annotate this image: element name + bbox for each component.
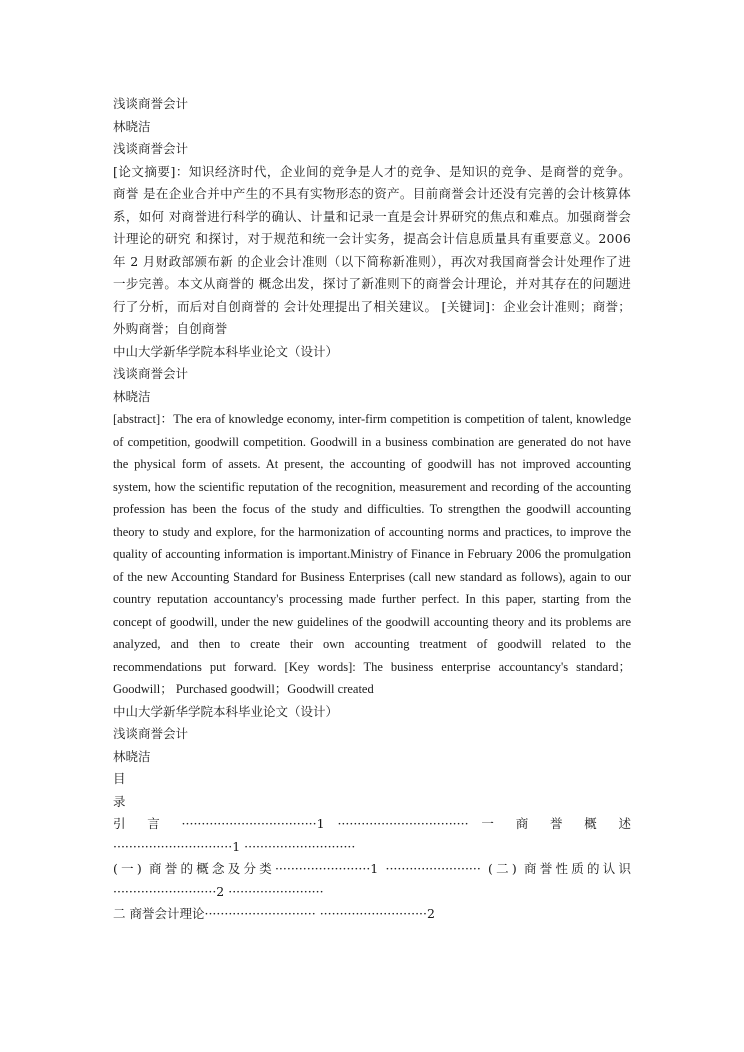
toc-entry: (一) 商誉的概念及分类························1 ························ (二) 商誉性质的认识··························2 ························ bbox=[113, 861, 631, 899]
title-line: 浅谈商誉会计 bbox=[113, 726, 189, 741]
title-line: 浅谈商誉会计 bbox=[113, 366, 189, 381]
school-header: 中山大学新华学院本科毕业论文（设计） bbox=[113, 343, 339, 359]
document-content bbox=[113, 93, 631, 926]
author-line: 林晓洁 bbox=[113, 388, 151, 404]
author-line: 林晓洁 bbox=[113, 118, 151, 134]
title-line: 浅谈商誉会计 bbox=[113, 141, 189, 156]
toc-heading-lu: 录 bbox=[113, 793, 126, 809]
english-abstract: [abstract]：The era of knowledge economy, inter-firm competition is competition of talent, knowledge of competition, goodwill competition. Goodwill in a business combination are generated do not have the physical form of assets. At present, the accounting of goodwill has not improved accounting system, how the scientific reputation of the recognition, measurement and recording of the accounting profession has been the focus of the study and difficulties. To strengthen the goodwill accounting theory to study and explore, for the harmonization of accounting norms and practices, to improve the quality of accounting information is important.Ministry of Finance in February 2006 the promulgation of the new Accounting Standard for Business Enterprises (call new standard as follows), again to our country reputation accountancy's processing made further perfect. In this paper, starting from the concept of goodwill, under the new guidelines of the goodwill accounting theory and its problems are analyzed, and then to create their own accounting treatment of goodwill related to the recommendations put forward. [Key words]: The business enterprise accountancy's standard；Goodwill； Purchased goodwill；Goodwill created bbox=[113, 412, 631, 696]
school-header: 中山大学新华学院本科毕业论文（设计） bbox=[113, 703, 339, 719]
author-line: 林晓洁 bbox=[113, 748, 151, 764]
toc-heading-mu: 目 bbox=[113, 771, 126, 786]
toc-entry: 二 商誉会计理论···························· ···························2 bbox=[113, 906, 435, 921]
title-line: 浅谈商誉会计 bbox=[113, 96, 189, 111]
toc-entry: 引 言 ··································1 ································· 一 商 誉 概 述······························1 ···························· bbox=[113, 816, 631, 854]
chinese-abstract: [论文摘要]：知识经济时代，企业间的竞争是人才的竞争、是知识的竞争、是商誉的竞争。商誉 是在企业合并中产生的不具有实物形态的资产。目前商誉会计还没有完善的会计核算体系，如何 对商誉进行科学的确认、计量和记录一直是会计界研究的焦点和难点。加强商誉会计理论的研究 和探讨，对于规范和统一会计实务，提高会计信息质量具有重要意义。2006 年 2 月财政部颁布新 的企业会计准则（以下简称新准则），再次对我国商誉会计处理作了进一步完善。本文从商誉的 概念出发，探讨了新准则下的商誉会计理论，并对其存在的问题进行了分析，而后对自创商誉的 会计处理提出了相关建议。 [关键词]：企业会计准则；商誉；外购商誉；自创商誉 bbox=[113, 163, 631, 336]
